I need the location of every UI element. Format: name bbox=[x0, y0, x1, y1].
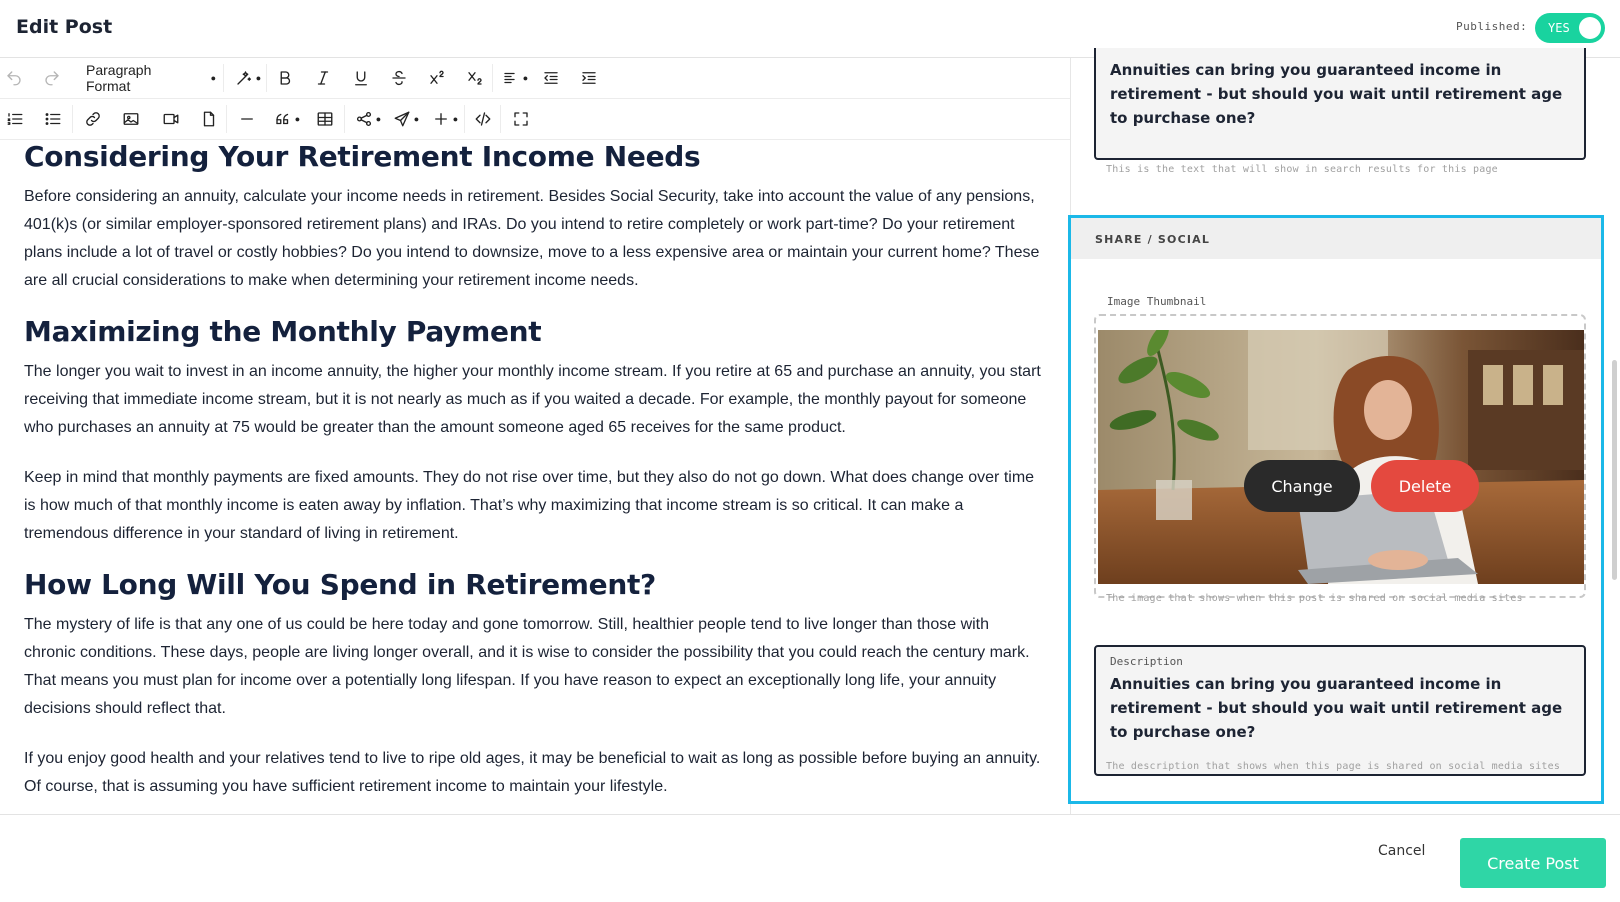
chevron-down-icon: ● bbox=[210, 73, 216, 83]
social-description-hint: The description that shows when this page is shared on social media sites bbox=[1106, 761, 1561, 772]
align-icon[interactable]: ● bbox=[522, 73, 529, 83]
section-paragraph: If you enjoy good health and your relatives tend to live to ripe old ages, it may be beneficial to wait as long as possible before buying an annuity. Of course, that is assuming you have sufficient retirement income to maintain your lifestyle. bbox=[24, 750, 1041, 795]
editor-content[interactable] bbox=[24, 140, 1044, 814]
plus-icon[interactable]: ● bbox=[452, 114, 459, 124]
page-title: Edit Post bbox=[16, 16, 113, 38]
image-icon[interactable] bbox=[118, 99, 144, 139]
toggle-knob bbox=[1579, 17, 1601, 39]
video-icon[interactable] bbox=[158, 99, 184, 139]
bold-icon[interactable] bbox=[272, 58, 298, 98]
paragraph-format-dropdown[interactable] bbox=[86, 58, 216, 98]
share-icon[interactable]: ● bbox=[352, 99, 384, 139]
seo-description-hint: This is the text that will show in search results for this page bbox=[1106, 164, 1498, 175]
strikethrough-icon[interactable] bbox=[386, 58, 412, 98]
paragraph-format-label: Paragraph Format bbox=[86, 62, 152, 94]
redo-icon[interactable] bbox=[40, 58, 64, 98]
cancel-button[interactable]: Cancel bbox=[1378, 843, 1426, 859]
undo-icon[interactable] bbox=[2, 58, 26, 98]
change-image-button[interactable]: Change bbox=[1244, 460, 1360, 512]
subscript-icon[interactable] bbox=[462, 58, 488, 98]
section-heading: How Long Will You Spend in Retirement? bbox=[24, 568, 656, 601]
section-paragraph: The longer you wait to invest in an income annuity, the higher your monthly income stream. If you retire at 65 and purchase an annuity, you start receiving that immediate income stream, but it is not nearly as much as if you waited a decade. For example, the monthly payout for someone who purchases an annuity at 75 would be greater than the amount someone aged 65 receives for the same product. bbox=[24, 363, 1041, 436]
file-icon[interactable] bbox=[196, 99, 222, 139]
published-label: Published: bbox=[1456, 20, 1528, 33]
sidebar-scrollbar[interactable] bbox=[1612, 360, 1617, 580]
superscript-icon[interactable] bbox=[424, 58, 450, 98]
code-view-icon[interactable] bbox=[470, 99, 496, 139]
section-paragraph: The mystery of life is that any one of us could be here today and gone tomorrow. Still, healthier people tend to live longer than those with chronic conditions. These days, people are living longer overall, and it is wise to consider the possibility that you could reach the century mark. That means you must plan for income over a potentially long lifespan. If you have reason to expect an exceptionally long life, your annuity decisions should reflect that. bbox=[24, 616, 1030, 717]
send-icon[interactable]: ● bbox=[390, 99, 422, 139]
italic-icon[interactable] bbox=[310, 58, 336, 98]
section-paragraph: Keep in mind that monthly payments are fixed amounts. They do not rise over time, but they also do not go down. What does change over time is how much of that monthly income is eaten away by inflation. That’s why maximizing that income stream is so critical. It can make a tremendous difference in your standard of living in retirement. bbox=[24, 469, 1035, 542]
toolbar-row-2 bbox=[0, 99, 1070, 140]
published-toggle[interactable] bbox=[1535, 13, 1605, 43]
unordered-list-icon[interactable] bbox=[40, 99, 66, 139]
fullscreen-icon[interactable] bbox=[508, 99, 534, 139]
table-icon[interactable] bbox=[312, 99, 338, 139]
share-social-heading: SHARE / SOCIAL bbox=[1095, 233, 1211, 246]
ordered-list-icon[interactable] bbox=[2, 99, 28, 139]
footer-bar bbox=[0, 814, 1620, 902]
published-toggle-label: YES bbox=[1548, 21, 1570, 35]
delete-image-button[interactable]: Delete bbox=[1371, 460, 1479, 512]
outdent-icon[interactable] bbox=[538, 58, 564, 98]
quote-icon[interactable]: ● bbox=[270, 99, 304, 139]
indent-icon[interactable] bbox=[576, 58, 602, 98]
seo-description-field[interactable] bbox=[1094, 48, 1586, 160]
section-heading: Maximizing the Monthly Payment bbox=[24, 315, 542, 348]
section-heading: Considering Your Retirement Income Needs bbox=[24, 140, 701, 173]
woman-laptop-photo bbox=[1098, 330, 1584, 584]
text-style-icon[interactable]: ● bbox=[233, 58, 263, 98]
image-thumbnail-dropzone[interactable] bbox=[1094, 314, 1586, 598]
section-paragraph: Before considering an annuity, calculate your income needs in retirement. Besides Social Security, take into account the value of any pensions, 401(k)s (or similar employer-sponsored retirement plans) and IRAs. Do you intend to retire completely or work part-time? Do your retirement plans include a lot of travel or costly hobbies? Do you intend to downsize, move to a less expensive area or maintain your current home? These are all crucial considerations to make when determining your retirement income needs. bbox=[24, 188, 1040, 289]
rich-text-editor bbox=[0, 58, 1070, 814]
underline-icon[interactable] bbox=[348, 58, 374, 98]
toolbar-row-1 bbox=[0, 58, 1070, 99]
create-post-button[interactable]: Create Post bbox=[1460, 838, 1606, 888]
thumbnail-image bbox=[1098, 330, 1584, 584]
link-icon[interactable] bbox=[80, 99, 106, 139]
image-thumbnail-hint: The image that shows when this post is shared on social media sites bbox=[1106, 593, 1523, 604]
image-thumbnail-label: Image Thumbnail bbox=[1107, 295, 1207, 308]
social-description-label: Description bbox=[1110, 655, 1183, 668]
social-description-field[interactable] bbox=[1094, 645, 1586, 776]
seo-description-value: Annuities can bring you guaranteed income in retirement - but should you wait until retirement age to purchase one? bbox=[1110, 61, 1563, 127]
horizontal-line-icon[interactable] bbox=[234, 99, 260, 139]
share-social-header bbox=[1071, 218, 1601, 259]
social-description-value: Annuities can bring you guaranteed income in retirement - but should you wait until retirement age to purchase one? bbox=[1110, 675, 1563, 741]
